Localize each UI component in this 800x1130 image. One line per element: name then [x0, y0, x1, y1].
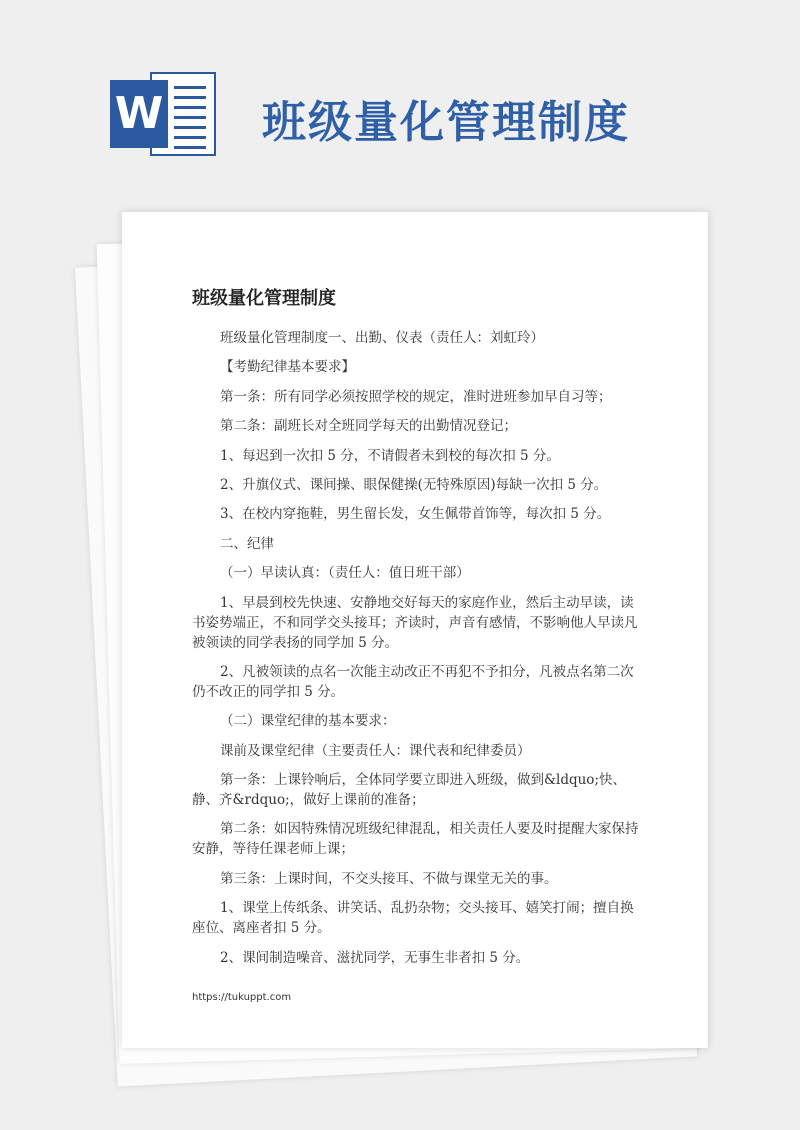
paragraph: 3、在校内穿拖鞋，男生留长发，女生佩带首饰等，每次扣 5 分。	[220, 506, 611, 523]
paragraph: 第一条：上课铃响后，全体同学要立即进入班级，做到&ldquo;快、静、齐&rdquo;，做好上课前的准备；	[192, 772, 626, 809]
paragraph: （二）课堂纪律的基本要求：	[220, 713, 396, 730]
paragraph: 1、早晨到校先快速、安静地交好每天的家庭作业，然后主动早读，读书姿势端正，不和同学交头接耳；齐读时，声音有感情，不影响他人早读凡被领读的同学表扬的同学加 5 分。	[192, 594, 638, 651]
document-title: 班级量化管理制度	[192, 288, 336, 309]
paragraph: 第二条：副班长对全班同学每天的出勤情况登记；	[220, 418, 517, 435]
paragraph: 第二条：如因特殊情况班级纪律混乱，相关责任人要及时提醒大家保持安静，等待任课老师上课；	[192, 821, 639, 858]
paragraph: 班级量化管理制度一、出勤、仪表（责任人：刘虹玲）	[220, 330, 544, 346]
paragraph: 1、每迟到一次扣 5 分，不请假者未到校的每次扣 5 分。	[220, 447, 560, 464]
banner	[0, 0, 800, 200]
paragraph: 第三条：上课时间，不交头接耳、不做与课堂无关的事。	[220, 870, 558, 887]
document-body	[192, 328, 642, 977]
paragraph: 【考勤纪律基本要求】	[220, 359, 355, 376]
paragraph: 第一条：所有同学必须按照学校的规定，准时进班参加早自习等；	[220, 388, 612, 405]
paragraph: 1、课堂上传纸条、讲笑话、乱扔杂物；交头接耳、嬉笑打闹；擅自换座位、离座者扣 5 分。	[192, 900, 634, 937]
paragraph: 课前及课堂纪律（主要责任人：课代表和纪律委员）	[220, 742, 531, 759]
word-document-icon	[110, 68, 220, 160]
paragraph: 2、升旗仪式、课间操、眼保健操(无特殊原因)每缺一次扣 5 分。	[220, 476, 608, 493]
word-badge: W	[110, 80, 168, 148]
paragraph: 2、课间制造噪音、滋扰同学，无事生非者扣 5 分。	[220, 949, 530, 966]
paragraph: 二、纪律	[220, 535, 274, 552]
footer-link[interactable]: https://tukuppt.com	[192, 992, 292, 1003]
paragraph: （一）早读认真：（责任人：值日班干部）	[220, 565, 470, 582]
paragraph: 2、凡被领读的点名一次能主动改正不再犯不予扣分，凡被点名第二次仍不改正的同学扣 5 分。	[192, 663, 634, 700]
banner-title: 班级量化管理制度	[262, 97, 630, 148]
document-page	[122, 212, 708, 1048]
